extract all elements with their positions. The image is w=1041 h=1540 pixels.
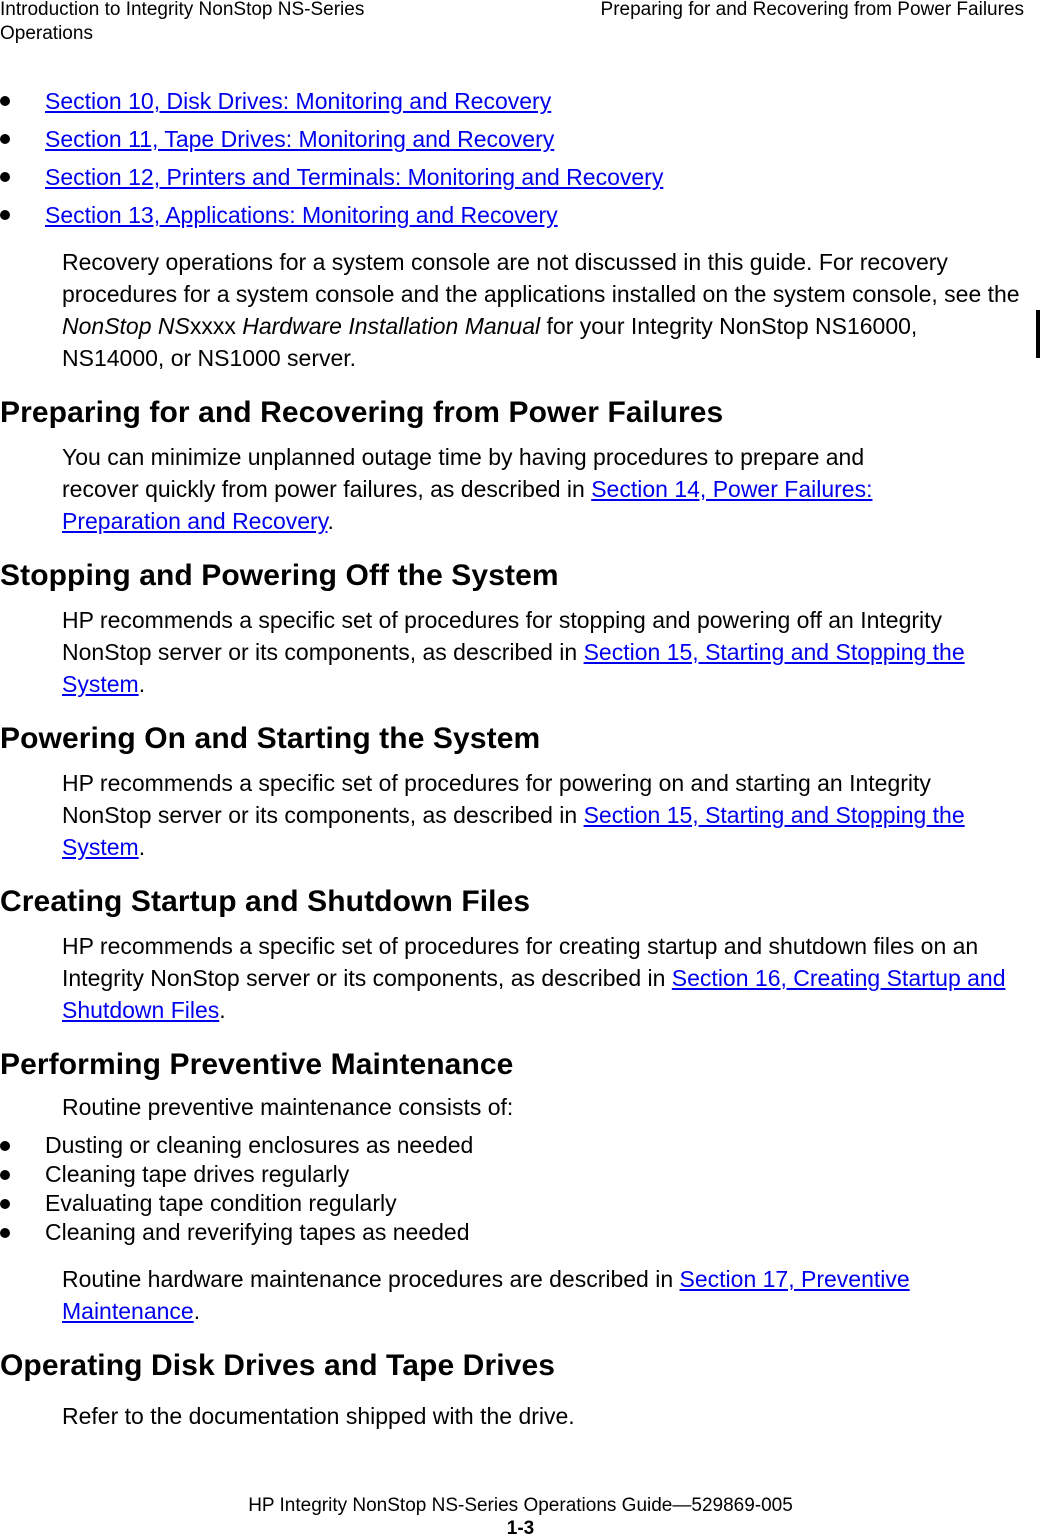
link-section-16[interactable]: Section 16, Creating Startup and Shutdown Files xyxy=(62,965,1006,1023)
heading-preventive-maintenance: Performing Preventive Maintenance xyxy=(0,1048,514,1081)
paragraph-text: Recovery operations for a system console are not discussed in this guide. For recovery procedures for a system console and the applications installed on the system console, see the xyxy=(62,249,1020,307)
paragraph-end: . xyxy=(193,1298,201,1324)
list-item: Cleaning and reverifying tapes as needed xyxy=(0,1218,1041,1247)
list-item: Cleaning tape drives regularly xyxy=(0,1160,1041,1189)
manual-title-part: NonStop NS xyxy=(62,313,190,339)
section-link-list xyxy=(0,82,1041,234)
paragraph-text: Routine hardware maintenance procedures are described in xyxy=(62,1266,680,1292)
page-body xyxy=(0,82,1041,1432)
list-item xyxy=(0,196,1041,234)
list-item xyxy=(0,82,1041,120)
maintenance-list xyxy=(0,1131,1041,1247)
paragraph-end: . xyxy=(138,834,146,860)
footer-title: HP Integrity NonStop NS-Series Operations Guide—529869-005 xyxy=(248,1495,793,1516)
paragraph-text: HP recommends a specific set of procedures for stopping and powering off an Integrity NonStop server or its components, as described in xyxy=(62,607,943,665)
paragraph-text: HP recommends a specific set of procedures for creating startup and shutdown files on an Integrity NonStop server or its components, as described in xyxy=(62,933,979,991)
running-header-right: Preparing for and Recovering from Power Failures xyxy=(600,0,1024,20)
link-section-15-starting[interactable]: Section 15, Starting and Stopping the System xyxy=(62,802,965,860)
list-item xyxy=(0,158,1041,196)
manual-title-part: Hardware Installation Manual xyxy=(235,313,541,339)
manual-title-variable: xxxx xyxy=(189,313,236,339)
startup-files-paragraph xyxy=(62,930,1023,1026)
header-title-line1: Introduction to Integrity NonStop NS-Series xyxy=(0,0,365,20)
power-paragraph xyxy=(62,441,945,537)
link-section-13[interactable]: Section 13, Applications: Monitoring and Recovery xyxy=(45,202,558,228)
drives-paragraph: Refer to the documentation shipped with the drive. xyxy=(62,1403,575,1429)
list-item xyxy=(0,120,1041,158)
console-paragraph xyxy=(62,246,1023,374)
list-item: Dusting or cleaning enclosures as needed xyxy=(0,1131,1041,1160)
header-title-line2: Operations xyxy=(0,23,93,44)
maintenance-paragraph xyxy=(62,1263,991,1327)
link-section-11[interactable]: Section 11, Tape Drives: Monitoring and Recovery xyxy=(45,126,555,152)
paragraph-end: . xyxy=(219,997,226,1023)
link-section-10[interactable]: Section 10, Disk Drives: Monitoring and Recovery xyxy=(45,88,552,114)
heading-power-failures: Preparing for and Recovering from Power Failures xyxy=(0,396,724,429)
link-section-15-stopping[interactable]: Section 15, Starting and Stopping the System xyxy=(62,639,965,697)
page-number: 1-3 xyxy=(506,1518,535,1539)
stopping-paragraph xyxy=(62,604,1023,700)
heading-disk-tape-drives: Operating Disk Drives and Tape Drives xyxy=(0,1349,556,1382)
starting-paragraph xyxy=(62,767,1023,863)
heading-starting-system: Powering On and Starting the System xyxy=(0,722,541,755)
heading-startup-files: Creating Startup and Shutdown Files xyxy=(0,885,531,918)
paragraph-text: HP recommends a specific set of procedures for powering on and starting an Integrity NonStop server or its components, as described in xyxy=(62,770,931,828)
paragraph-end: . xyxy=(138,671,146,697)
list-item: Evaluating tape condition regularly xyxy=(0,1189,1041,1218)
link-section-14[interactable]: Section 14, Power Failures: Preparation and Recovery xyxy=(62,476,873,534)
maintenance-intro: Routine preventive maintenance consists of: xyxy=(62,1094,514,1120)
running-header-left xyxy=(0,0,420,46)
link-section-12[interactable]: Section 12, Printers and Terminals: Monitoring and Recovery xyxy=(45,164,664,190)
link-section-17[interactable]: Section 17, Preventive Maintenance xyxy=(62,1266,910,1324)
paragraph-end: . xyxy=(327,508,334,534)
paragraph-text: You can minimize unplanned outage time by having procedures to prepare and recover quickly from power failures, as described in xyxy=(62,444,865,502)
paragraph-text: for your Integrity NonStop NS16000, NS14000, or NS1000 server. xyxy=(62,313,918,371)
heading-stopping-system: Stopping and Powering Off the System xyxy=(0,559,559,592)
